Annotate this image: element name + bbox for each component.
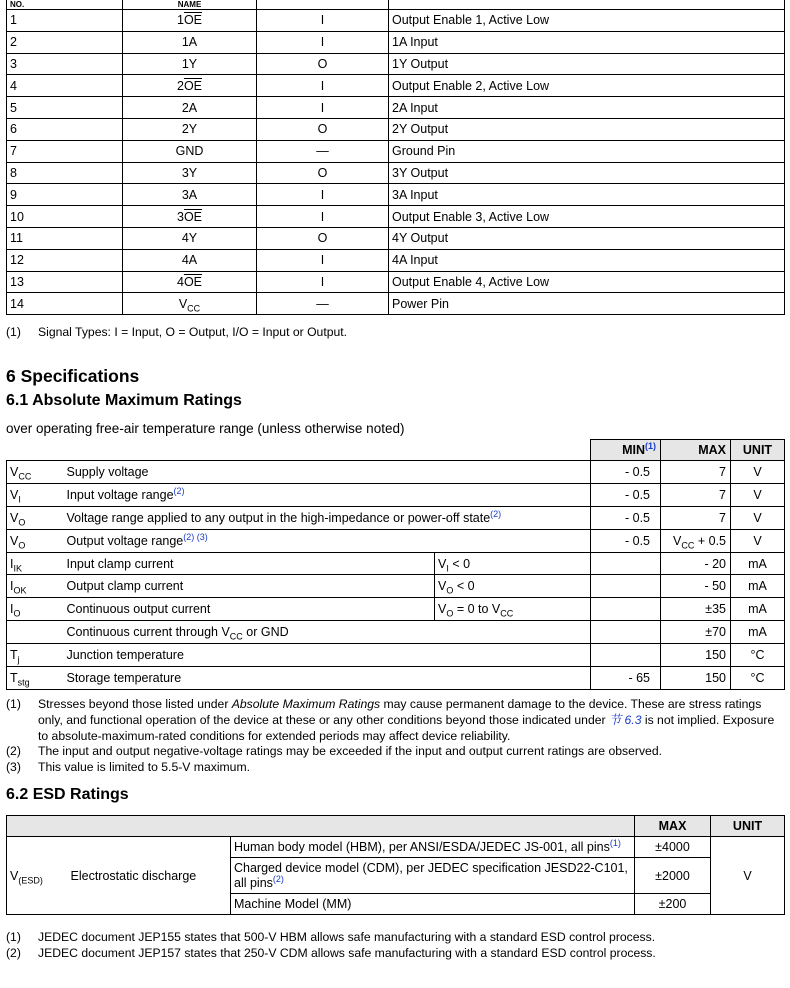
pin-row xyxy=(7,249,785,271)
pin-row xyxy=(7,293,785,315)
amr-header-row xyxy=(7,440,785,461)
esd-header-unit: UNIT xyxy=(711,816,785,837)
pin-type: O xyxy=(257,118,389,140)
amr-parameter: Output voltage range$^{(2) (3)}$ xyxy=(65,529,591,552)
esd-header-max: MAX xyxy=(635,816,711,837)
pin-type: I xyxy=(257,97,389,119)
esd-max: ±4000 xyxy=(635,837,711,858)
pin-description: Output Enable 3, Active Low xyxy=(389,206,785,228)
pin-table-note: (1) Signal Types: I = Input, O = Output, I/O = Input or Output. xyxy=(6,325,348,339)
amr-row xyxy=(7,644,785,667)
header-max: MAX xyxy=(661,440,731,461)
pin-row xyxy=(7,162,785,184)
pin-number: 2 xyxy=(7,31,123,53)
amr-parameter: Voltage range applied to any output in the high-impedance or power-off state$^{(2)}$ xyxy=(65,506,591,529)
pin-description: 2Y Output xyxy=(389,118,785,140)
amr-symbol: $I_{IK}$ xyxy=(7,552,65,575)
amr-max: - 20 xyxy=(661,552,731,575)
pin-row xyxy=(7,97,785,119)
pin-type: I xyxy=(257,184,389,206)
amr-note-1: (1) Stresses beyond those listed under Absolute Maximum Ratings may cause permanent damage to the device. These are stress ratings only, and functional operation of the device at these or any other conditions beyond those indicated under 节 6.3 is not implied. Exposure to absolute-maximum-rated conditions for extended periods may affect device reliability. xyxy=(6,697,775,743)
amr-min: - 65 xyxy=(591,667,661,690)
pin-name: 2Y xyxy=(123,118,257,140)
pin-number: 6 xyxy=(7,118,123,140)
amr-max: $V_{CC} + 0.5$ xyxy=(661,529,731,552)
pin-row xyxy=(7,31,785,53)
amr-parameter: Continuous output current xyxy=(65,598,435,621)
pin-type: O xyxy=(257,53,389,75)
header-no: NO. xyxy=(7,0,123,10)
amr-symbol: $V_O$ xyxy=(7,529,65,552)
pin-number: 5 xyxy=(7,97,123,119)
pin-description: 3Y Output xyxy=(389,162,785,184)
pin-number: 4 xyxy=(7,75,123,97)
amr-unit: mA xyxy=(731,598,785,621)
esd-row-hbm xyxy=(7,837,785,858)
amr-symbol: $I_O$ xyxy=(7,598,65,621)
pin-number: 8 xyxy=(7,162,123,184)
pin-description: Output Enable 4, Active Low xyxy=(389,271,785,293)
pin-row xyxy=(7,227,785,249)
pin-row xyxy=(7,140,785,162)
amr-max: 7 xyxy=(661,461,731,484)
pin-description: 4A Input xyxy=(389,249,785,271)
amr-row xyxy=(7,667,785,690)
pin-type: I xyxy=(257,75,389,97)
pin-number: 12 xyxy=(7,249,123,271)
esd-ratings-table xyxy=(6,815,785,915)
amr-symbol: $V_O$ xyxy=(7,506,65,529)
amr-parameter: Storage temperature xyxy=(65,667,591,690)
pin-number: 3 xyxy=(7,53,123,75)
pin-name: $V_{CC}$ xyxy=(123,293,257,315)
pin-table-header xyxy=(7,0,785,10)
pin-number: 7 xyxy=(7,140,123,162)
esd-header-row xyxy=(7,816,785,837)
amr-max: ±35 xyxy=(661,598,731,621)
pin-row xyxy=(7,206,785,228)
amr-symbol: $V_I$ xyxy=(7,483,65,506)
amr-unit: V xyxy=(731,461,785,484)
pin-name: $3\overline{OE}$ xyxy=(123,206,257,228)
amr-symbol xyxy=(7,621,65,644)
esd-model: Charged device model (CDM), per JEDEC specification JESD22-C101, all pins$^{(2)}$ xyxy=(231,858,635,894)
amr-row xyxy=(7,598,785,621)
amr-note-2: (2) The input and output negative-voltage ratings may be exceeded if the input and output current ratings are observed. xyxy=(6,744,662,759)
esd-note-1: (1) JEDEC document JEP155 states that 500-V HBM allows safe manufacturing with a standard ESD control process. xyxy=(6,930,656,944)
subsection-title-6-2: 6.2 ESD Ratings xyxy=(6,786,129,803)
amr-row xyxy=(7,575,785,598)
pin-description: Ground Pin xyxy=(389,140,785,162)
amr-min xyxy=(591,621,661,644)
amr-row xyxy=(7,483,785,506)
amr-symbol: $T_{stg}$ xyxy=(7,667,65,690)
pin-name: 4Y xyxy=(123,227,257,249)
pin-name: 2A xyxy=(123,97,257,119)
amr-max: - 50 xyxy=(661,575,731,598)
pin-name: GND xyxy=(123,140,257,162)
amr-notes xyxy=(6,697,784,776)
amr-row xyxy=(7,529,785,552)
section-6-3-link[interactable]: 节 6.3 xyxy=(608,712,642,727)
pin-type: — xyxy=(257,140,389,162)
esd-parameter: Electrostatic discharge xyxy=(65,837,231,915)
amr-unit: V xyxy=(731,529,785,552)
subsection-title-6-1: 6.1 Absolute Maximum Ratings xyxy=(6,392,242,409)
pin-type: I xyxy=(257,249,389,271)
amr-unit: °C xyxy=(731,644,785,667)
amr-min xyxy=(591,552,661,575)
amr-max: 150 xyxy=(661,667,731,690)
pin-row xyxy=(7,184,785,206)
pin-description: 1A Input xyxy=(389,31,785,53)
amr-unit: V xyxy=(731,506,785,529)
amr-max: 150 xyxy=(661,644,731,667)
amr-parameter: Supply voltage xyxy=(65,461,591,484)
header-min: MIN$^{(1)}$ xyxy=(591,440,661,461)
amr-max: ±70 xyxy=(661,621,731,644)
esd-max: ±2000 xyxy=(635,858,711,894)
pin-functions-table xyxy=(6,0,785,315)
amr-min: - 0.5 xyxy=(591,461,661,484)
pin-name: $2\overline{OE}$ xyxy=(123,75,257,97)
pin-description: Power Pin xyxy=(389,293,785,315)
pin-number: 13 xyxy=(7,271,123,293)
pin-type: I xyxy=(257,271,389,293)
esd-unit: V xyxy=(711,837,785,915)
amr-parameter: Continuous current through $V_{CC}$ or GND xyxy=(65,621,591,644)
amr-min: - 0.5 xyxy=(591,506,661,529)
pin-row xyxy=(7,271,785,293)
pin-row xyxy=(7,10,785,32)
pin-row xyxy=(7,118,785,140)
amr-min xyxy=(591,644,661,667)
pin-name: $4\overline{OE}$ xyxy=(123,271,257,293)
amr-subtitle: over operating free-air temperature range (unless otherwise noted) xyxy=(6,421,405,436)
pin-description: 4Y Output xyxy=(389,227,785,249)
pin-name: 3A xyxy=(123,184,257,206)
esd-note-2: (2) JEDEC document JEP157 states that 250-V CDM allows safe manufacturing with a standard ESD control process. xyxy=(6,945,656,960)
header-unit: UNIT xyxy=(731,440,785,461)
pin-type: I xyxy=(257,31,389,53)
amr-min: - 0.5 xyxy=(591,483,661,506)
pin-description: 1Y Output xyxy=(389,53,785,75)
pin-number: 10 xyxy=(7,206,123,228)
amr-min xyxy=(591,598,661,621)
pin-description: Output Enable 2, Active Low xyxy=(389,75,785,97)
amr-unit: mA xyxy=(731,621,785,644)
pin-row xyxy=(7,75,785,97)
amr-parameter: Input clamp current xyxy=(65,552,435,575)
pin-name: 3Y xyxy=(123,162,257,184)
pin-row xyxy=(7,53,785,75)
amr-unit: V xyxy=(731,483,785,506)
pin-number: 14 xyxy=(7,293,123,315)
amr-symbol: $V_{CC}$ xyxy=(7,461,65,484)
amr-unit: mA xyxy=(731,575,785,598)
amr-row xyxy=(7,621,785,644)
pin-type: I xyxy=(257,206,389,228)
esd-model: Machine Model (MM) xyxy=(231,894,635,915)
section-title: 6 Specifications xyxy=(6,366,140,386)
amr-parameter: Input voltage range$^{(2)}$ xyxy=(65,483,591,506)
pin-name: $1\overline{OE}$ xyxy=(123,10,257,32)
esd-symbol: $V_{(ESD)}$ xyxy=(7,837,65,915)
amr-condition: $V_I < 0$ xyxy=(435,552,591,575)
amr-condition: $V_O = 0$ to $V_{CC}$ xyxy=(435,598,591,621)
amr-row xyxy=(7,552,785,575)
amr-max: 7 xyxy=(661,483,731,506)
header-name: NAME xyxy=(123,0,257,10)
pin-description: 3A Input xyxy=(389,184,785,206)
pin-type: O xyxy=(257,227,389,249)
amr-symbol: $T_j$ xyxy=(7,644,65,667)
pin-name: 4A xyxy=(123,249,257,271)
amr-parameter: Junction temperature xyxy=(65,644,591,667)
amr-unit: °C xyxy=(731,667,785,690)
pin-type: — xyxy=(257,293,389,315)
esd-max: ±200 xyxy=(635,894,711,915)
pin-description: 2A Input xyxy=(389,97,785,119)
amr-row xyxy=(7,461,785,484)
esd-model: Human body model (HBM), per ANSI/ESDA/JEDEC JS-001, all pins$^{(1)}$ xyxy=(231,837,635,858)
pin-number: 9 xyxy=(7,184,123,206)
pin-type: I xyxy=(257,10,389,32)
amr-unit: mA xyxy=(731,552,785,575)
amr-row xyxy=(7,506,785,529)
pin-name: 1A xyxy=(123,31,257,53)
pin-description: Output Enable 1, Active Low xyxy=(389,10,785,32)
amr-max: 7 xyxy=(661,506,731,529)
amr-min: - 0.5 xyxy=(591,529,661,552)
amr-symbol: $I_{OK}$ xyxy=(7,575,65,598)
amr-note-3: (3) This value is limited to 5.5-V maximum. xyxy=(6,760,250,775)
esd-notes xyxy=(6,930,656,962)
amr-condition: $V_O < 0$ xyxy=(435,575,591,598)
amr-parameter: Output clamp current xyxy=(65,575,435,598)
pin-name: 1Y xyxy=(123,53,257,75)
pin-number: 1 xyxy=(7,10,123,32)
pin-type: O xyxy=(257,162,389,184)
amr-min xyxy=(591,575,661,598)
absolute-maximum-ratings-table xyxy=(6,439,785,690)
pin-number: 11 xyxy=(7,227,123,249)
